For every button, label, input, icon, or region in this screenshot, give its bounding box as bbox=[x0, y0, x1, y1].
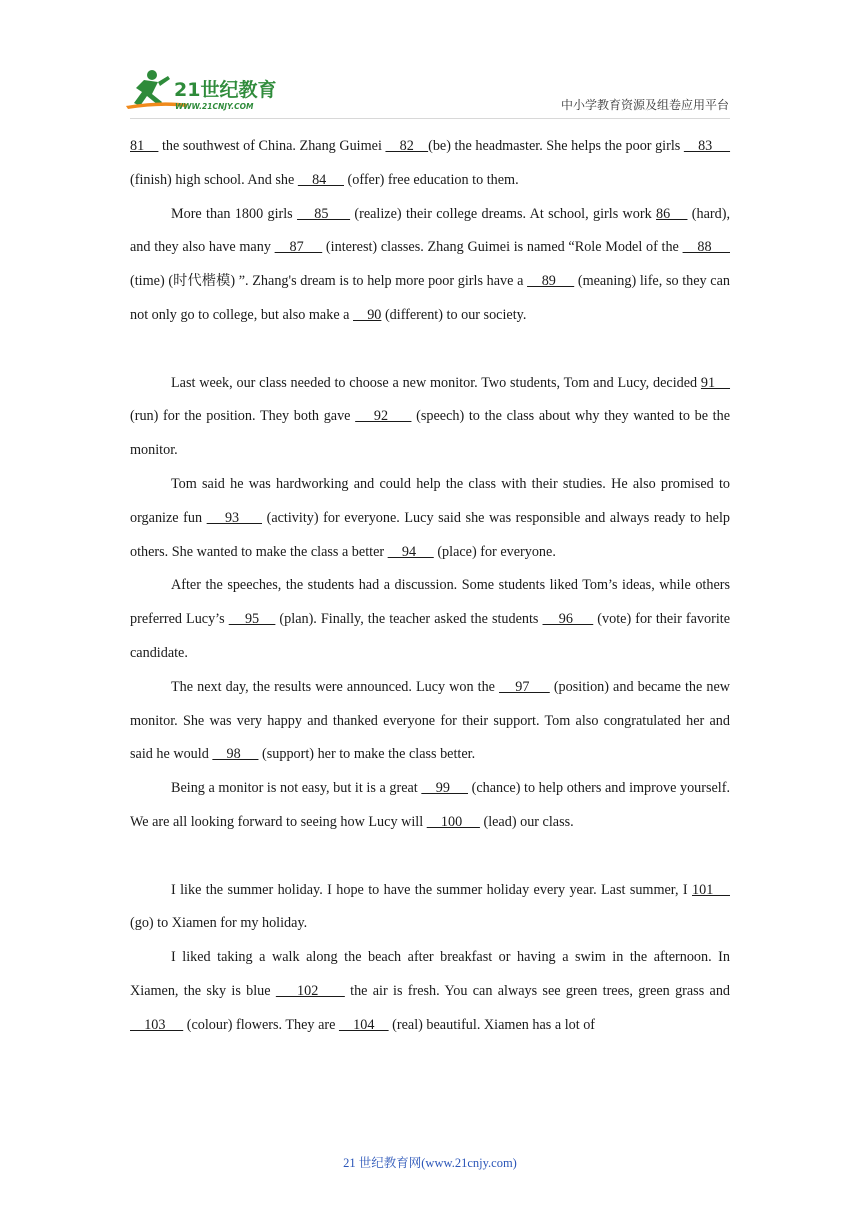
paragraph-text: (interest) classes. Zhang Guimei is named “Role Model of the bbox=[322, 239, 683, 256]
page-header bbox=[0, 0, 860, 120]
answer-blank[interactable]: 102 bbox=[275, 982, 345, 999]
document-body bbox=[130, 130, 730, 1043]
answer-blank[interactable]: 100 bbox=[426, 813, 480, 830]
answer-blank[interactable]: 90 bbox=[353, 306, 382, 323]
paragraph-text: (real) beautiful. Xiamen has a lot of bbox=[388, 1016, 596, 1033]
answer-blank[interactable]: 88 bbox=[682, 239, 730, 256]
answer-blank[interactable]: 81 bbox=[130, 138, 159, 154]
paragraph-text: (hard), and they also have many bbox=[130, 205, 730, 256]
paragraph-text: Being a monitor is not easy, but it is a great bbox=[171, 780, 422, 797]
paragraph-text: More than 1800 girls bbox=[171, 205, 298, 222]
answer-blank[interactable]: 98 bbox=[212, 746, 259, 763]
passage-gap bbox=[130, 333, 730, 367]
paragraph-text: (support) her to make the class better. bbox=[258, 746, 476, 763]
paragraph-text: (vote) for their favorite candidate. bbox=[130, 611, 730, 661]
paragraph-text: Last week, our class needed to choose a new monitor. Two students, Tom and Lucy, decided bbox=[171, 374, 701, 391]
paragraph-text: (colour) flowers. They are bbox=[183, 1016, 339, 1033]
answer-blank[interactable]: 82 bbox=[385, 138, 429, 154]
answer-blank[interactable]: 94 bbox=[387, 543, 434, 560]
answer-blank[interactable]: 101 bbox=[692, 881, 730, 898]
header-divider bbox=[130, 118, 730, 119]
paragraph-text: (offer) free education to them. bbox=[343, 171, 519, 188]
answer-blank[interactable]: 87 bbox=[274, 239, 323, 256]
answer-blank[interactable]: 89 bbox=[527, 273, 575, 290]
answer-blank[interactable]: 86 bbox=[656, 205, 688, 222]
answer-blank[interactable]: 92 bbox=[355, 408, 412, 425]
answer-blank[interactable]: 99 bbox=[421, 780, 468, 797]
paragraph-text: (time) (时代楷模) ”. Zhang's dream is to help more poor girls have a bbox=[130, 273, 528, 290]
paragraph-text: (plan). Finally, the teacher asked the students bbox=[275, 611, 543, 628]
paragraph-text: (activity) for everyone. Lucy said she was responsible and always ready to help others. She wanted to make the class a better bbox=[130, 509, 731, 560]
paragraph bbox=[130, 198, 730, 333]
paragraph-text: Tom said he was hardworking and could help the class with their studies. He also promised to organize fun bbox=[130, 475, 730, 526]
paragraph-text: (position) and became the new monitor. She was very happy and thanked everyone for their support. Tom also congratulated her and said he would bbox=[130, 678, 731, 763]
svg-text:21世纪教育: 21世纪教育 bbox=[174, 79, 277, 101]
answer-blank[interactable]: 96 bbox=[542, 611, 594, 628]
answer-blank[interactable]: 85 bbox=[297, 205, 351, 222]
paragraph-text: the southwest of China. Zhang Guimei bbox=[158, 138, 386, 154]
site-logo[interactable] bbox=[122, 66, 292, 116]
platform-name: 中小学教育资源及组卷应用平台 bbox=[560, 98, 729, 112]
paragraph bbox=[130, 130, 730, 198]
paragraph bbox=[130, 941, 730, 1042]
answer-blank[interactable]: 97 bbox=[499, 678, 550, 695]
answer-blank[interactable]: 91 bbox=[700, 374, 731, 391]
paragraph-text: (different) to our society. bbox=[381, 306, 527, 323]
paragraph bbox=[130, 367, 730, 468]
svg-text:WWW.21CNJY.COM: WWW.21CNJY.COM bbox=[175, 102, 254, 111]
paragraph bbox=[130, 468, 730, 569]
paragraph bbox=[130, 671, 730, 772]
paragraph-text: (chance) to help others and improve yourself. We are all looking forward to seeing how Lucy will bbox=[130, 780, 731, 830]
paragraph bbox=[130, 772, 730, 840]
runner-logo-icon bbox=[122, 66, 292, 116]
paragraph-text: (finish) high school. And she bbox=[130, 171, 298, 188]
paragraph-text: (place) for everyone. bbox=[433, 543, 556, 560]
passage-gap bbox=[130, 840, 730, 874]
answer-blank[interactable]: 93 bbox=[206, 509, 263, 526]
paragraph-text: (meaning) life, so they can not only go to college, but also make a bbox=[130, 273, 730, 323]
answer-blank[interactable]: 95 bbox=[228, 611, 276, 628]
paragraph-text: I liked taking a walk along the beach after breakfast or having a swim in the afternoon. In Xiamen, the sky is blue bbox=[130, 949, 730, 999]
paragraph-text: (lead) our class. bbox=[479, 813, 574, 830]
paragraph-text: I like the summer holiday. I hope to have the summer holiday every year. Last summer, I bbox=[171, 881, 693, 898]
paragraph-text: (be) the headmaster. She helps the poor girls bbox=[428, 138, 684, 154]
paragraph-text: the air is fresh. You can always see green trees, green grass and bbox=[344, 982, 731, 999]
page-footer[interactable]: 21 世纪教育网(www.21cnjy.com) bbox=[343, 1156, 517, 1170]
answer-blank[interactable]: 84 bbox=[297, 171, 344, 188]
paragraph bbox=[130, 569, 730, 670]
answer-blank[interactable]: 83 bbox=[683, 138, 731, 154]
paragraph bbox=[130, 874, 730, 942]
paragraph-text: The next day, the results were announced. Lucy won the bbox=[171, 678, 500, 695]
paragraph-text: (realize) their college dreams. At school, girls work bbox=[350, 205, 657, 222]
paragraph-text: (run) for the position. They both gave bbox=[130, 408, 356, 425]
answer-blank[interactable]: 103 bbox=[130, 1016, 184, 1033]
paragraph-text: (speech) to the class about why they wanted to be the monitor. bbox=[130, 408, 731, 459]
paragraph-text: After the speeches, the students had a discussion. Some students liked Tom’s ideas, while others preferred Lucy’s bbox=[130, 577, 730, 628]
answer-blank[interactable]: 104 bbox=[338, 1016, 389, 1033]
paragraph-text: (go) to Xiamen for my holiday. bbox=[130, 915, 308, 932]
